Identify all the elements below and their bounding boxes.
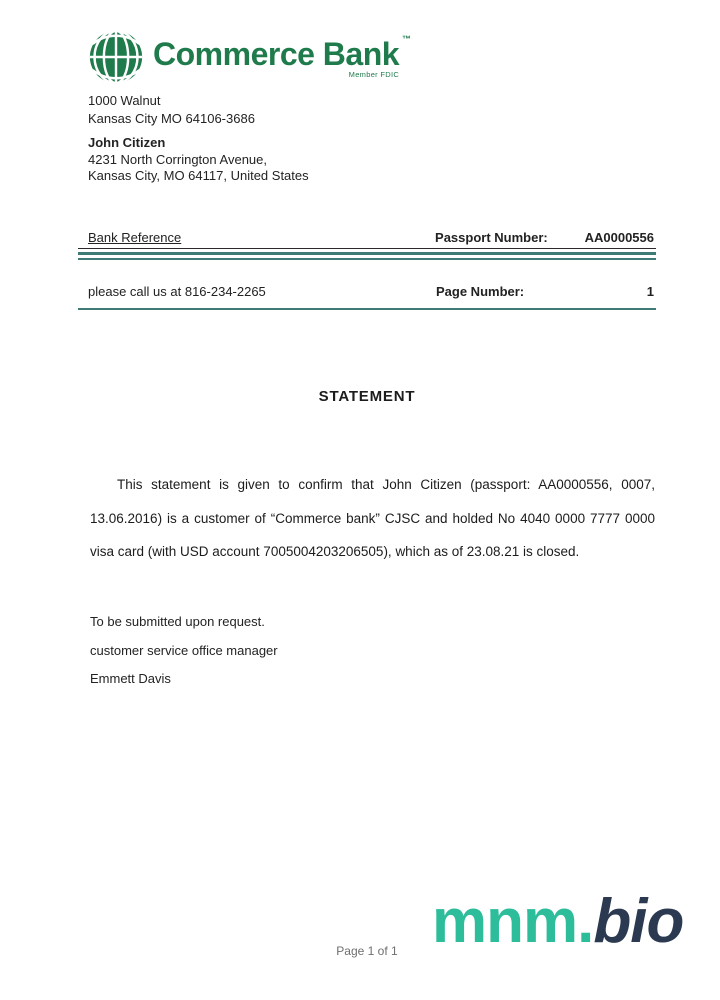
page-number-value: 1 [646,284,654,299]
recipient-address-line2: Kansas City, MO 64117, United States [88,168,309,183]
bank-address-block [88,92,255,127]
page-number-label: Page Number: [436,284,525,299]
member-fdic-label: Member FDIC [348,70,400,79]
recipient-address-line1: 4231 North Corrington Avenue, [88,151,267,167]
closing-submission-note: To be submitted upon request. [90,614,265,629]
closing-role-title: customer service office manager [90,642,278,658]
reference-table [78,230,656,310]
statement-body-line: 13.06.2016) is a customer of “Commerce bank” CJSC and holded No 4040 0000 7777 0000 [90,510,655,526]
trademark-symbol: ™ [402,34,412,44]
passport-number-value: AA0000556 [584,230,654,245]
closing-block [90,608,278,694]
rule-line [78,252,656,255]
bank-logo-text: Commerce Bank [153,36,400,72]
statement-body-line: This statement is given to confirm that John Citizen (passport: AA0000556, 0007, [117,477,655,492]
statement-body-line: visa card (with USD account 7005004203206505), which as of 23.08.21 is closed. [90,544,580,559]
bank-address-line1: 1000 Walnut [88,93,161,108]
contact-phone-text: please call us at 816-234-2265 [88,284,266,299]
globe-icon [88,29,144,85]
reference-table-row-passport [78,230,656,249]
watermark-dark-text: bio [593,887,684,956]
recipient-address-block [88,135,309,185]
passport-number-label: Passport Number: [435,230,548,245]
closing-signature-name: Emmett Davis [90,671,171,686]
rule-line [78,258,656,261]
bank-address-line2: Kansas City MO 64106-3686 [88,110,255,126]
statement-body [90,468,655,569]
statement-title: STATEMENT [318,388,416,405]
recipient-name: John Citizen [88,135,166,150]
double-rule-divider [78,252,656,260]
bank-reference-label: Bank Reference [88,230,182,245]
page-footer: Page 1 of 1 [336,944,398,958]
reference-table-row-page [78,284,656,310]
bank-logo [88,26,412,85]
watermark-teal-text: mnm. [432,887,594,956]
